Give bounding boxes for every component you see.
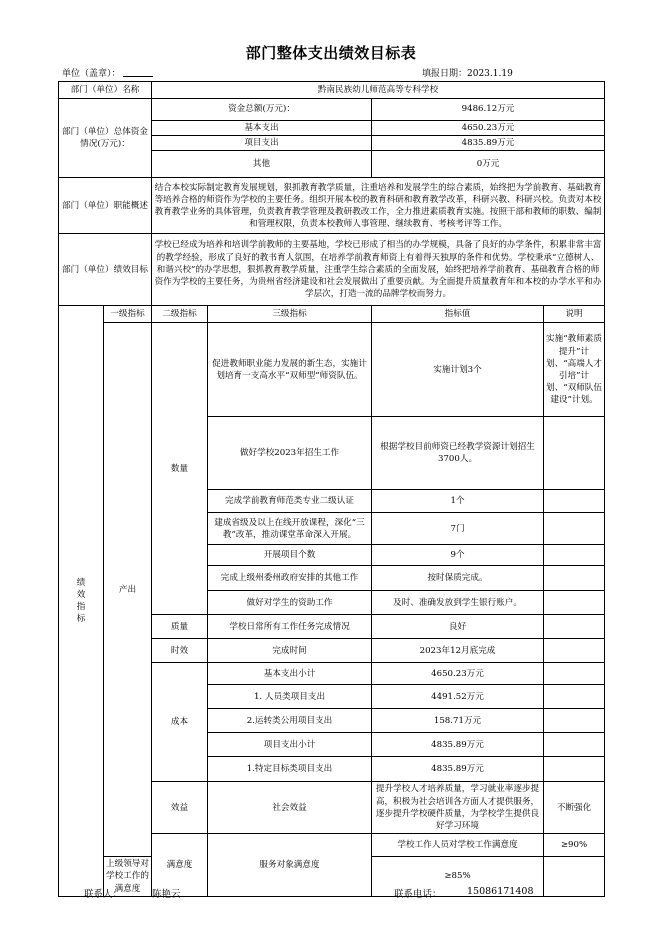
value-cell: 4491.52万元 (372, 685, 544, 709)
dept-row (59, 82, 605, 99)
value-cell: 良好 (372, 615, 544, 639)
quantity-label: 数量 (152, 323, 208, 615)
l3-cell: 学校工作人员对学校工作满意度 (372, 834, 544, 857)
value-cell: 不断强化 (544, 782, 605, 834)
funds-total-value: 9486.12万元 (372, 99, 605, 121)
funds-basic-value: 4650.23万元 (372, 121, 605, 136)
unit-stamp-blank (123, 67, 153, 77)
l3-cell: 提升学校人才培养质量，学习就业率逐步提高，积极为社会培训各方面人才提供服务，逐步提升学校硬件质量，为学校学生提供良好学习环境 (372, 782, 544, 834)
note-cell (544, 417, 605, 490)
timeliness-label: 时效 (152, 639, 208, 663)
note-cell (544, 566, 605, 591)
l3-cell: 促进教师职业能力发展的新生态，实施计划培育一支高水平“双师型”师资队伍。 (208, 323, 372, 417)
funds-other-value: 0万元 (372, 151, 605, 178)
note-cell (544, 733, 605, 757)
header-row (59, 306, 605, 323)
l3-cell: 2.运转类公用项目支出 (208, 709, 372, 733)
performance-table (58, 81, 605, 897)
goal-row (59, 234, 605, 306)
value-cell: 按时保质完成。 (372, 566, 544, 591)
value-cell: 根据学校目前师资已经教学资源计划招生3700人。 (372, 417, 544, 490)
overview-row (59, 178, 605, 234)
l3-cell: 完成时间 (208, 639, 372, 663)
phone-label: 联系电话： (394, 889, 442, 900)
header-note: 说明 (544, 306, 605, 323)
page-title: 部门整体支出绩效目标表 (245, 44, 417, 62)
value-cell: ≥90% (544, 834, 605, 857)
l3-cell: 开展项目个数 (208, 545, 372, 566)
benefit-label: 效益 (152, 782, 208, 834)
funds-project-label: 项目支出 (152, 136, 372, 151)
funds-total-label: 资金总额(万元)： (152, 99, 372, 121)
value-cell: 9个 (372, 545, 544, 566)
value-cell: 1个 (372, 490, 544, 513)
sat-obj-label: 服务对象满意度 (208, 834, 372, 897)
output-label: 产出 (104, 323, 152, 857)
perf-label: 绩 效 指 标 (59, 306, 104, 896)
funds-label: 部门（单位）总体资金情况(万元)： (59, 99, 152, 178)
note-cell (544, 709, 605, 733)
l3-cell: 做好对学生的资助工作 (208, 591, 372, 615)
header-level2: 二级指标 (152, 306, 208, 323)
l3-cell: 学校日常所有工作任务完成情况 (208, 615, 372, 639)
value-cell: ≥85% (372, 857, 544, 897)
note-cell: 实施“教师素质提升”计划、“高端人才引培”计划、“双师队伍建设”计划。 (544, 323, 605, 417)
header-level1: 一级指标 (104, 306, 152, 323)
l3-cell: 完成上级州委州政府安排的其他工作 (208, 566, 372, 591)
l3-cell: 基本支出小计 (208, 663, 372, 685)
l3-cell: 项目支出小计 (208, 733, 372, 757)
value-cell: 158.71万元 (372, 709, 544, 733)
l3-cell: 建成省级及以上在线开放课程，深化“三教”改革，推动课堂革命深入开展。 (208, 513, 372, 545)
value-cell: 及时、准确发放到学生银行账户。 (372, 591, 544, 615)
note-cell (544, 490, 605, 513)
note-cell (544, 857, 605, 897)
fill-date: 填报日期：2023.1.19 (422, 69, 513, 79)
phone-number: 15086171408 (467, 886, 534, 897)
l3-cell: 1. 人员类项目支出 (208, 685, 372, 709)
funds-row-total (59, 99, 605, 121)
overview-label: 部门（单位）职能概述 (59, 178, 152, 234)
note-cell (544, 591, 605, 615)
cost-label: 成本 (152, 663, 208, 782)
satisfaction-label: 满意度 (152, 834, 208, 897)
l3-cell: 做好学校2023年招生工作 (208, 417, 372, 490)
value-cell: 实施计划3个 (372, 323, 544, 417)
dept-label: 部门（单位）名称 (59, 82, 152, 99)
note-cell (544, 757, 605, 782)
note-cell (544, 513, 605, 545)
value-cell: 4650.23万元 (372, 663, 544, 685)
goal-text: 学校已经成为培养和培训学前教师的主要基地，学校已形成了相当的办学规模，具备了良好的办学条件，积累非常丰富的教学经验，形成了良好的教书育人氛围，在培养学前教育师资上有着得天独厚的条件和优势。学校秉承“立德树人、和谐兴校”的办学思想，狠抓教育教学质量，注重学生综合素质的全面发展，始终把培养学前教育、基础教育合格的师资作为学校的主要任务，为贵州省经济建设和社会发展做出了重要贡献。为全面提升质量教育年和本校的办学水平和办学层次，打造一流的品牌学校而努力。 (152, 234, 605, 306)
value-cell: 7门 (372, 513, 544, 545)
goal-label: 部门（单位）绩效目标 (59, 234, 152, 306)
header-value: 指标值 (372, 306, 544, 323)
value-cell: 4835.89万元 (372, 733, 544, 757)
note-cell (544, 639, 605, 663)
unit-label: 单位（盖章）： (62, 69, 121, 79)
contact-name: 陈艳云 (152, 889, 181, 900)
note-cell (544, 663, 605, 685)
note-cell (544, 545, 605, 566)
overview-text: 结合本校实际制定教育发展规划，狠抓教育教学质量，注重培养和发展学生的综合素质，始终把为学前教育、基础教育等培养合格的师资作为学校的主要任务。组织开展本校的教育科研和教育教学改革，科研兴教、科研兴校。负责对本校教育教学业务的具体管理，负责教育教学管理及教研教改工作，全力推进素质教育实施。按照干部和教师的职数、编制和管理权限，负责本校教师人事管理、继续教育、考核考评等工作。 (152, 178, 605, 234)
value-cell: 4835.89万元 (372, 757, 544, 782)
social-label: 社会效益 (208, 782, 372, 834)
unit-stamp (62, 66, 153, 79)
l3-cell: 上级领导对学校工作的满意度 (104, 857, 152, 897)
l3-cell: 1.特定目标类项目支出 (208, 757, 372, 782)
note-cell (544, 615, 605, 639)
l3-cell: 完成学前教育师范类专业二级认证 (208, 490, 372, 513)
funds-other-label: 其他 (152, 151, 372, 178)
note-cell (544, 685, 605, 709)
header-level3: 三级指标 (208, 306, 372, 323)
quality-label: 质量 (152, 615, 208, 639)
funds-basic-label: 基本支出 (152, 121, 372, 136)
value-cell: 2023年12月底完成 (372, 639, 544, 663)
table-row (59, 323, 605, 417)
contact-label: 联系人： (84, 889, 123, 900)
funds-project-value: 4835.89万元 (372, 136, 605, 151)
dept-name: 黔南民族幼儿师范高等专科学校 (152, 82, 605, 99)
